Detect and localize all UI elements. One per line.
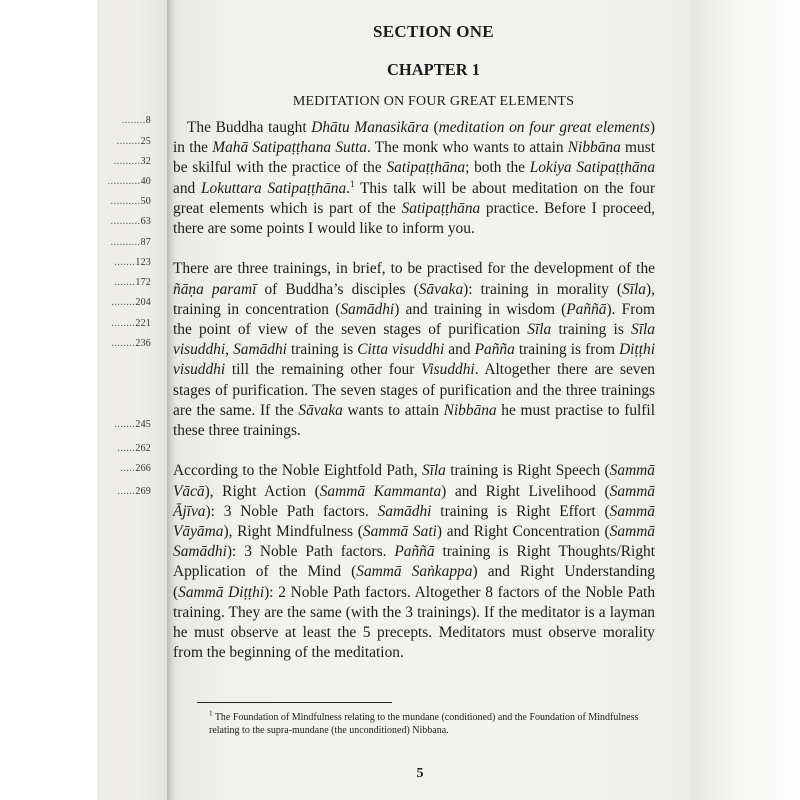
text-run: ; both the (465, 159, 530, 177)
pali-term: Sāvaka (418, 280, 464, 298)
toc-leader-dots: ...... (117, 443, 136, 454)
paragraph-2 (173, 259, 655, 441)
toc-entry (97, 486, 151, 497)
toc-page-number: 221 (135, 318, 151, 329)
pali-term: Sammā Saṅkappa (356, 563, 473, 581)
toc-leader-dots: ........ (111, 297, 136, 308)
toc-leader-dots: ........ (121, 115, 146, 126)
text-run: ): 3 Noble Path factors. (226, 543, 395, 561)
text-run: training is Right Thoughts/Right Application of the Mind ( (173, 543, 655, 581)
toc-page-number: 63 (140, 216, 151, 227)
toc-entry (97, 156, 151, 167)
pali-term: Diṭṭhi visuddhi (173, 341, 655, 379)
pali-term: Pañña (474, 341, 515, 359)
text-run: of Buddha’s disciples ( (256, 280, 419, 298)
toc-page-number: 204 (135, 297, 151, 308)
page-edge-shadow (690, 0, 800, 800)
toc-leader-dots: .......... (110, 216, 141, 227)
pali-term: Nibbāna (567, 139, 621, 157)
text-run: ) and Right Concentration ( (436, 523, 610, 541)
text-run: training is from (514, 341, 620, 359)
footnote-text: The Foundation of Mindfulness relating to the mundane (conditioned) and the Foundation of Mindfulness relating to the supra-mundane (the unconditioned) Nibbana. (209, 712, 639, 736)
text-run: ) and training in wisdom ( (394, 300, 567, 318)
text-run: . Altogether there are seven stages of purification. The seven stages of purification and the three trainings are the same. If the (173, 361, 655, 419)
pali-term: Citta visuddhi (357, 341, 445, 359)
text-run: . (346, 179, 351, 197)
text-run: and (444, 341, 475, 359)
text-run: The Buddha taught (187, 119, 312, 136)
text-run: , (225, 341, 234, 359)
text-run: must be skilful with the practice of the (173, 139, 655, 177)
toc-leader-dots: ....... (114, 257, 136, 268)
pali-term: Lokiya Satipaṭṭhāna (529, 159, 656, 177)
toc-page-number: 8 (145, 115, 151, 126)
text-run: practice. Before I proceed, there are some points I would like to inform you. (173, 199, 655, 238)
toc-page-number: 87 (140, 237, 151, 248)
text-run: wants to attain (342, 401, 444, 419)
toc-entry (97, 318, 151, 329)
footnote-marker: 1 (209, 709, 213, 718)
toc-page-number: 25 (140, 136, 151, 147)
pali-term: Nibbāna (443, 401, 497, 419)
text-run: ), Right Mindfulness ( (223, 523, 363, 541)
chapter-subtitle: MEDITATION ON FOUR GREAT ELEMENTS (292, 94, 575, 109)
toc-entry (97, 216, 151, 227)
toc-page-number: 172 (135, 277, 151, 288)
pali-term: meditation on four great elements (438, 119, 650, 136)
pali-term: Lokuttara Satipaṭṭhāna (201, 179, 347, 197)
toc-entry (97, 196, 151, 207)
pali-term: Samādhi (377, 502, 432, 520)
text-run: ): 2 Noble Path factors. Altogether 8 factors of the Noble Path training. They are the same (with the 3 trainings). If the meditator is a layman he must observe at least the 5 precepts. Meditators must observe morality from the beginning of the meditation. (173, 583, 656, 662)
pali-term: Sammā Diṭṭhi (178, 583, 265, 601)
text-run: training is Right Speech ( (445, 462, 610, 480)
toc-entry (97, 338, 151, 349)
toc-page-number: 32 (140, 156, 151, 167)
toc-leader-dots: ........ (116, 136, 141, 147)
pali-term: Sīla (622, 280, 647, 298)
pali-term: Samādhi (233, 341, 287, 359)
toc-leader-dots: ....... (114, 419, 136, 430)
pali-term: Sīla (421, 462, 446, 480)
toc-entry (97, 419, 151, 430)
pali-term: Sammā Sati (362, 523, 437, 541)
toc-leader-dots: ....... (114, 277, 136, 288)
toc-entry (97, 297, 151, 308)
toc-entry (97, 257, 151, 268)
chapter-title: CHAPTER 1 (386, 60, 481, 79)
pali-term: Samādhi (340, 300, 395, 318)
toc-leader-dots: ........ (111, 338, 136, 349)
pali-term: Satipaṭṭhāna (401, 199, 481, 217)
toc-entry (97, 443, 151, 454)
toc-page-number: 269 (135, 486, 151, 497)
text-run: This talk will be about meditation on the four great elements which is part of the (173, 179, 655, 217)
toc-leader-dots: ...... (117, 486, 136, 497)
toc-page-number: 123 (135, 257, 151, 268)
toc-entry (97, 277, 151, 288)
toc-entry (97, 115, 151, 126)
pali-term: Sammā Vāyāma (173, 502, 655, 541)
toc-entry (97, 136, 151, 147)
toc-entry (97, 237, 151, 248)
toc-entry (97, 463, 151, 474)
pali-term: Paññā (394, 543, 435, 561)
pali-term: Sāvaka (298, 401, 343, 419)
text-run: he must practise to fulfil these three trainings. (173, 401, 655, 440)
pali-term: ñāṇa paramī (173, 280, 257, 298)
facing-page-toc-edge (97, 0, 167, 800)
pali-term: Sīla visuddhi (173, 321, 655, 359)
pali-term: Sīla (527, 321, 552, 339)
pali-term: Sammā Vācā (173, 462, 655, 500)
toc-page-number: 262 (135, 443, 151, 454)
toc-leader-dots: .......... (110, 196, 141, 207)
text-run: There are three trainings, in brief, to be practised for the development of the (173, 260, 655, 278)
body-text (173, 118, 655, 663)
pali-term: Sammā Samādhi (173, 523, 656, 561)
toc-leader-dots: ..... (120, 463, 136, 474)
text-run: and (173, 179, 201, 197)
pali-term: Paññā (566, 300, 607, 318)
pali-term: Dhātu Manasikāra (311, 119, 429, 136)
book-page (173, 0, 690, 800)
text-run: training is Right Effort ( (431, 502, 610, 520)
pali-term: Sammā Ājīva (173, 482, 656, 520)
text-run: ), Right Action ( (204, 482, 320, 500)
text-run: training is (286, 341, 358, 359)
toc-leader-dots: ........ (111, 318, 136, 329)
paragraph-3 (173, 461, 655, 663)
toc-leader-dots: ......... (113, 156, 141, 167)
text-run: till the remaining other four (225, 361, 422, 379)
toc-leader-dots: ........... (107, 176, 141, 187)
text-run: ( (428, 119, 439, 136)
text-run: ) and Right Understanding ( (173, 563, 655, 601)
pali-term: Satipaṭṭhāna (386, 159, 466, 177)
section-title: SECTION ONE (373, 22, 494, 41)
toc-page-number: 50 (140, 196, 151, 207)
toc-page-number: 245 (135, 419, 151, 430)
toc-page-number: 266 (135, 463, 151, 474)
pali-term: Mahā Satipaṭṭhana Sutta (212, 139, 367, 157)
footnote-ref: 1 (350, 178, 355, 189)
text-run: training is (551, 321, 632, 339)
text-run: ): training in morality ( (463, 280, 623, 298)
toc-leader-dots: .......... (110, 237, 141, 248)
text-run: According to the Noble Eightfold Path, (173, 462, 422, 480)
footnote (209, 711, 649, 737)
text-run: ). From the point of view of the seven stages of purification (173, 300, 655, 339)
toc-entry (97, 176, 151, 187)
text-run: . The monk who wants to attain (366, 139, 568, 157)
pali-term: Sammā Kammanta (319, 482, 442, 500)
pali-term: Visuddhi (421, 361, 475, 379)
toc-page-number: 40 (140, 176, 151, 187)
text-run: ), training in concentration ( (173, 280, 655, 318)
page-number: 5 (416, 766, 424, 781)
paragraph-1 (173, 118, 655, 239)
text-run: ) in the (173, 119, 655, 157)
text-run: ): 3 Noble Path factors. (205, 502, 378, 520)
footnote-rule (197, 702, 392, 703)
text-run: ) and Right Livelihood ( (441, 482, 610, 500)
toc-page-number: 236 (135, 338, 151, 349)
